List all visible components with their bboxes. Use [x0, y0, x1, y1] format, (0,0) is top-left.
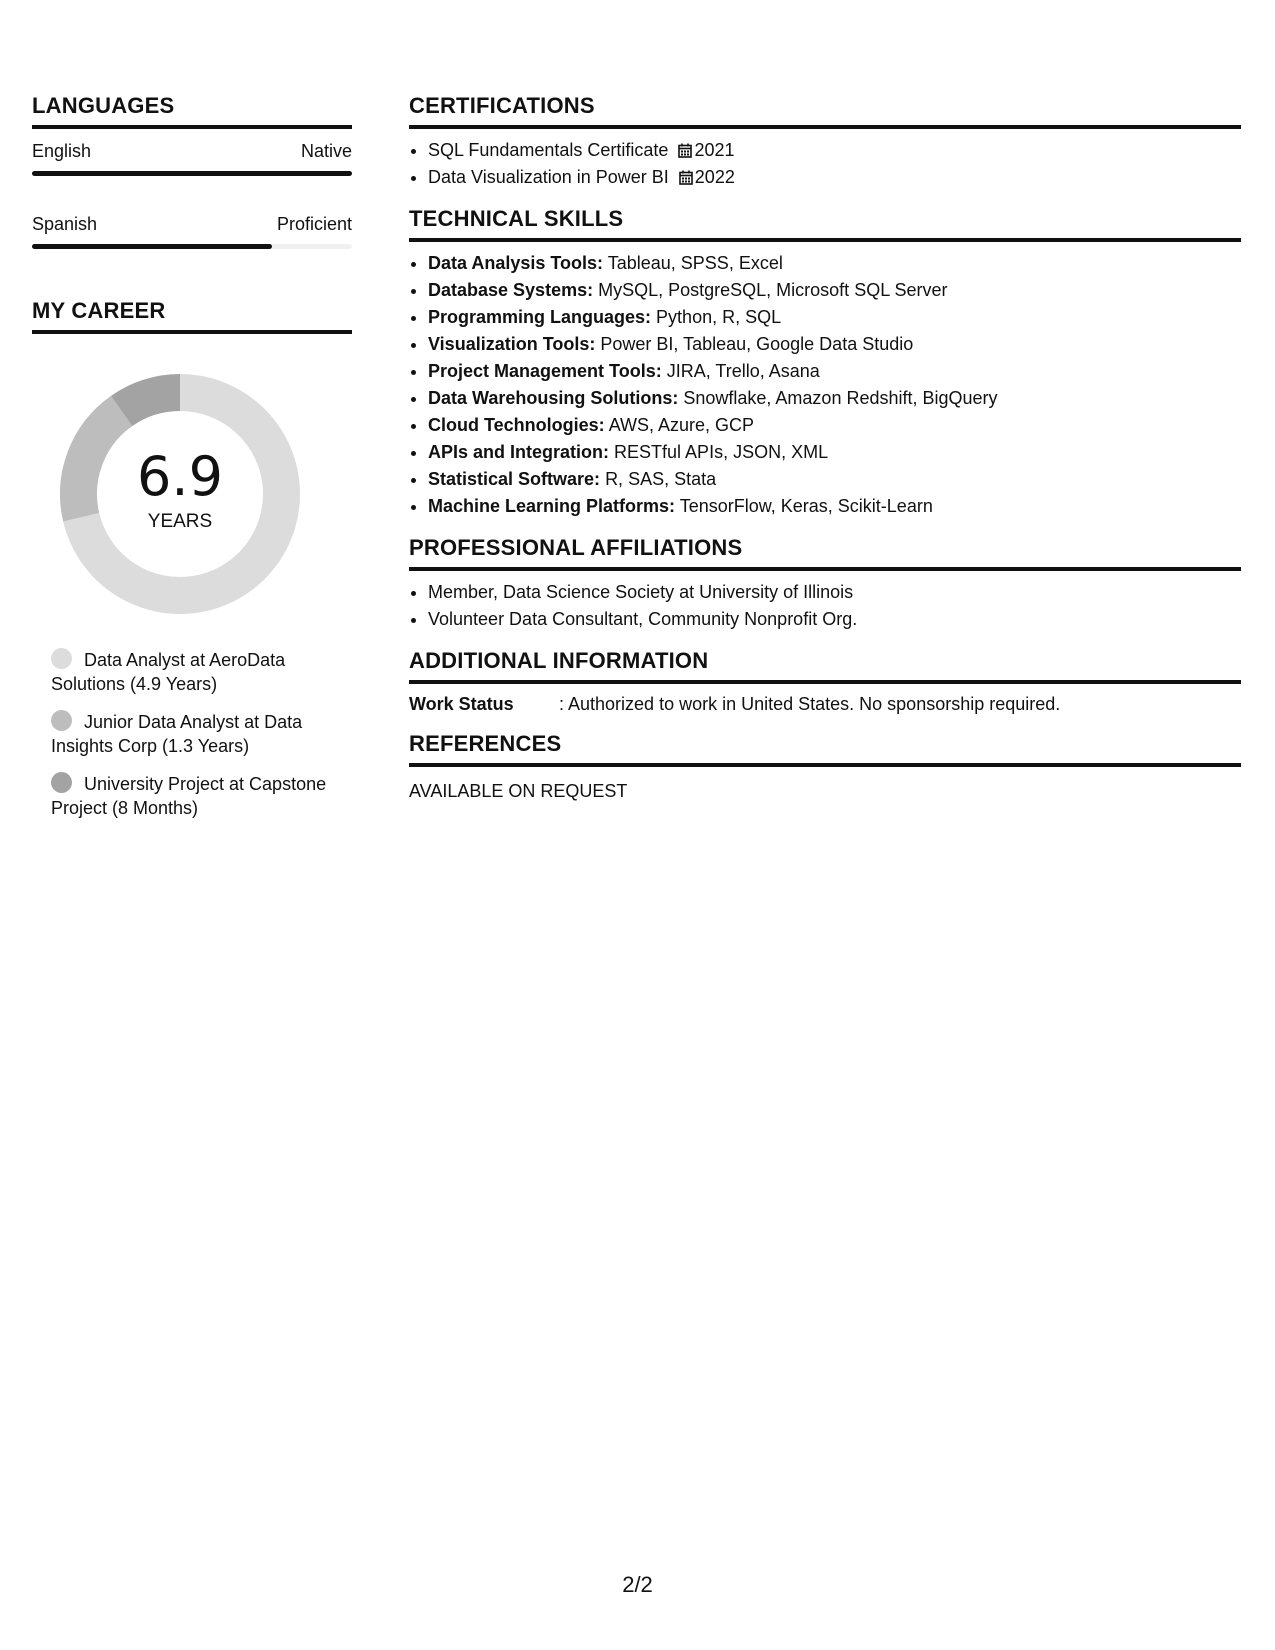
skill-category: Programming Languages:: [428, 307, 652, 327]
language-row: [32, 139, 352, 163]
skill-category: Cloud Technologies:: [428, 415, 605, 435]
legend-dot-icon: [51, 648, 72, 669]
skill-values: TensorFlow, Keras, Scikit-Learn: [679, 496, 933, 516]
skill-category: Project Management Tools:: [428, 361, 662, 381]
affiliations-section: [409, 534, 1241, 633]
skill-item: [428, 385, 1241, 412]
left-column: [32, 92, 352, 834]
career-legend-item: [51, 772, 331, 820]
legend-dot-icon: [51, 710, 72, 731]
calendar-icon: [679, 170, 693, 185]
skill-values: Tableau, SPSS, Excel: [607, 253, 783, 273]
career-legend-label: University Project at Capstone Project (8 Months): [51, 774, 327, 818]
skill-values: RESTful APIs, JSON, XML: [614, 442, 829, 462]
language-name: Spanish: [32, 214, 98, 234]
skill-item: [428, 250, 1241, 277]
career-heading: MY CAREER: [32, 297, 352, 334]
language-level: Proficient: [276, 214, 352, 234]
skill-item: [428, 439, 1241, 466]
certification-item: [428, 137, 1241, 164]
total-years-value: 6.9: [137, 445, 223, 508]
right-column: [409, 92, 1241, 817]
skill-category: APIs and Integration:: [428, 442, 610, 462]
total-years-unit: YEARS: [147, 511, 213, 532]
legend-dot-icon: [51, 772, 72, 793]
references-heading: REFERENCES: [409, 730, 1241, 767]
skill-category: Statistical Software:: [428, 469, 601, 489]
language-proficiency-fill: [32, 171, 352, 176]
technical-skills-heading: TECHNICAL SKILLS: [409, 205, 1241, 242]
skill-category: Data Warehousing Solutions:: [428, 388, 679, 408]
references-text: AVAILABLE ON REQUEST: [409, 781, 628, 801]
work-status-label: Work Status: [409, 694, 514, 714]
skill-values: AWS, Azure, GCP: [608, 415, 755, 435]
skill-item: [428, 304, 1241, 331]
certification-year: 2021: [694, 140, 735, 160]
skill-item: [428, 412, 1241, 439]
skill-values: JIRA, Trello, Asana: [666, 361, 820, 381]
certifications-section: [409, 92, 1241, 191]
skill-values: R, SAS, Stata: [605, 469, 717, 489]
career-legend-label: Data Analyst at AeroData Solutions (4.9 Years): [51, 650, 286, 694]
affiliations-list: [409, 579, 1241, 633]
affiliation-item: • Volunteer Data Consultant, Community Nonprofit Org.: [428, 606, 1241, 633]
language-name: English: [32, 141, 92, 161]
affiliation-item: • Member, Data Science Society at University of Illinois: [428, 579, 1241, 606]
certifications-list: [409, 137, 1241, 191]
skill-category: Visualization Tools:: [428, 334, 596, 354]
career-legend: [32, 648, 331, 820]
skill-values: Python, R, SQL: [656, 307, 782, 327]
work-status-row: [409, 692, 1241, 716]
career-section: [32, 297, 352, 820]
calendar-icon: [678, 143, 692, 158]
certification-year: 2022: [694, 167, 735, 187]
certification-item: [428, 164, 1241, 191]
language-level: Native: [300, 141, 352, 161]
additional-info-section: [409, 647, 1241, 716]
technical-skills-section: [409, 205, 1241, 520]
skill-item: [428, 493, 1241, 520]
affiliations-heading: PROFESSIONAL AFFILIATIONS: [409, 534, 1241, 571]
career-legend-item: [51, 710, 331, 758]
career-donut-chart: [60, 374, 300, 614]
skill-item: [428, 358, 1241, 385]
languages-section: [32, 92, 352, 249]
skill-category: Data Analysis Tools:: [428, 253, 604, 273]
skill-values: Power BI, Tableau, Google Data Studio: [600, 334, 914, 354]
references-section: [409, 730, 1241, 803]
additional-info-heading: ADDITIONAL INFORMATION: [409, 647, 1241, 684]
page-indicator: 2/2: [622, 1572, 653, 1597]
skill-item: [428, 331, 1241, 358]
donut-center: [60, 374, 300, 614]
work-status-value: : Authorized to work in United States. No sponsorship required.: [559, 694, 1061, 714]
skill-category: Machine Learning Platforms:: [428, 496, 676, 516]
certification-name: Data Visualization in Power BI: [428, 167, 669, 187]
career-legend-item: [51, 648, 331, 696]
language-list: [32, 139, 352, 249]
certifications-heading: CERTIFICATIONS: [409, 92, 1241, 129]
languages-heading: LANGUAGES: [32, 92, 352, 129]
technical-skills-list: [409, 250, 1241, 520]
language-proficiency-bar: [32, 244, 352, 249]
skill-values: Snowflake, Amazon Redshift, BigQuery: [683, 388, 998, 408]
skill-item: [428, 466, 1241, 493]
skill-values: MySQL, PostgreSQL, Microsoft SQL Server: [598, 280, 948, 300]
language-row: [32, 212, 352, 236]
language-proficiency-fill: [32, 244, 272, 249]
skill-category: Database Systems:: [428, 280, 594, 300]
language-proficiency-bar: [32, 171, 352, 176]
career-legend-label: Junior Data Analyst at Data Insights Corp (1.3 Years): [51, 712, 303, 756]
certification-name: SQL Fundamentals Certificate: [428, 140, 669, 160]
skill-item: [428, 277, 1241, 304]
